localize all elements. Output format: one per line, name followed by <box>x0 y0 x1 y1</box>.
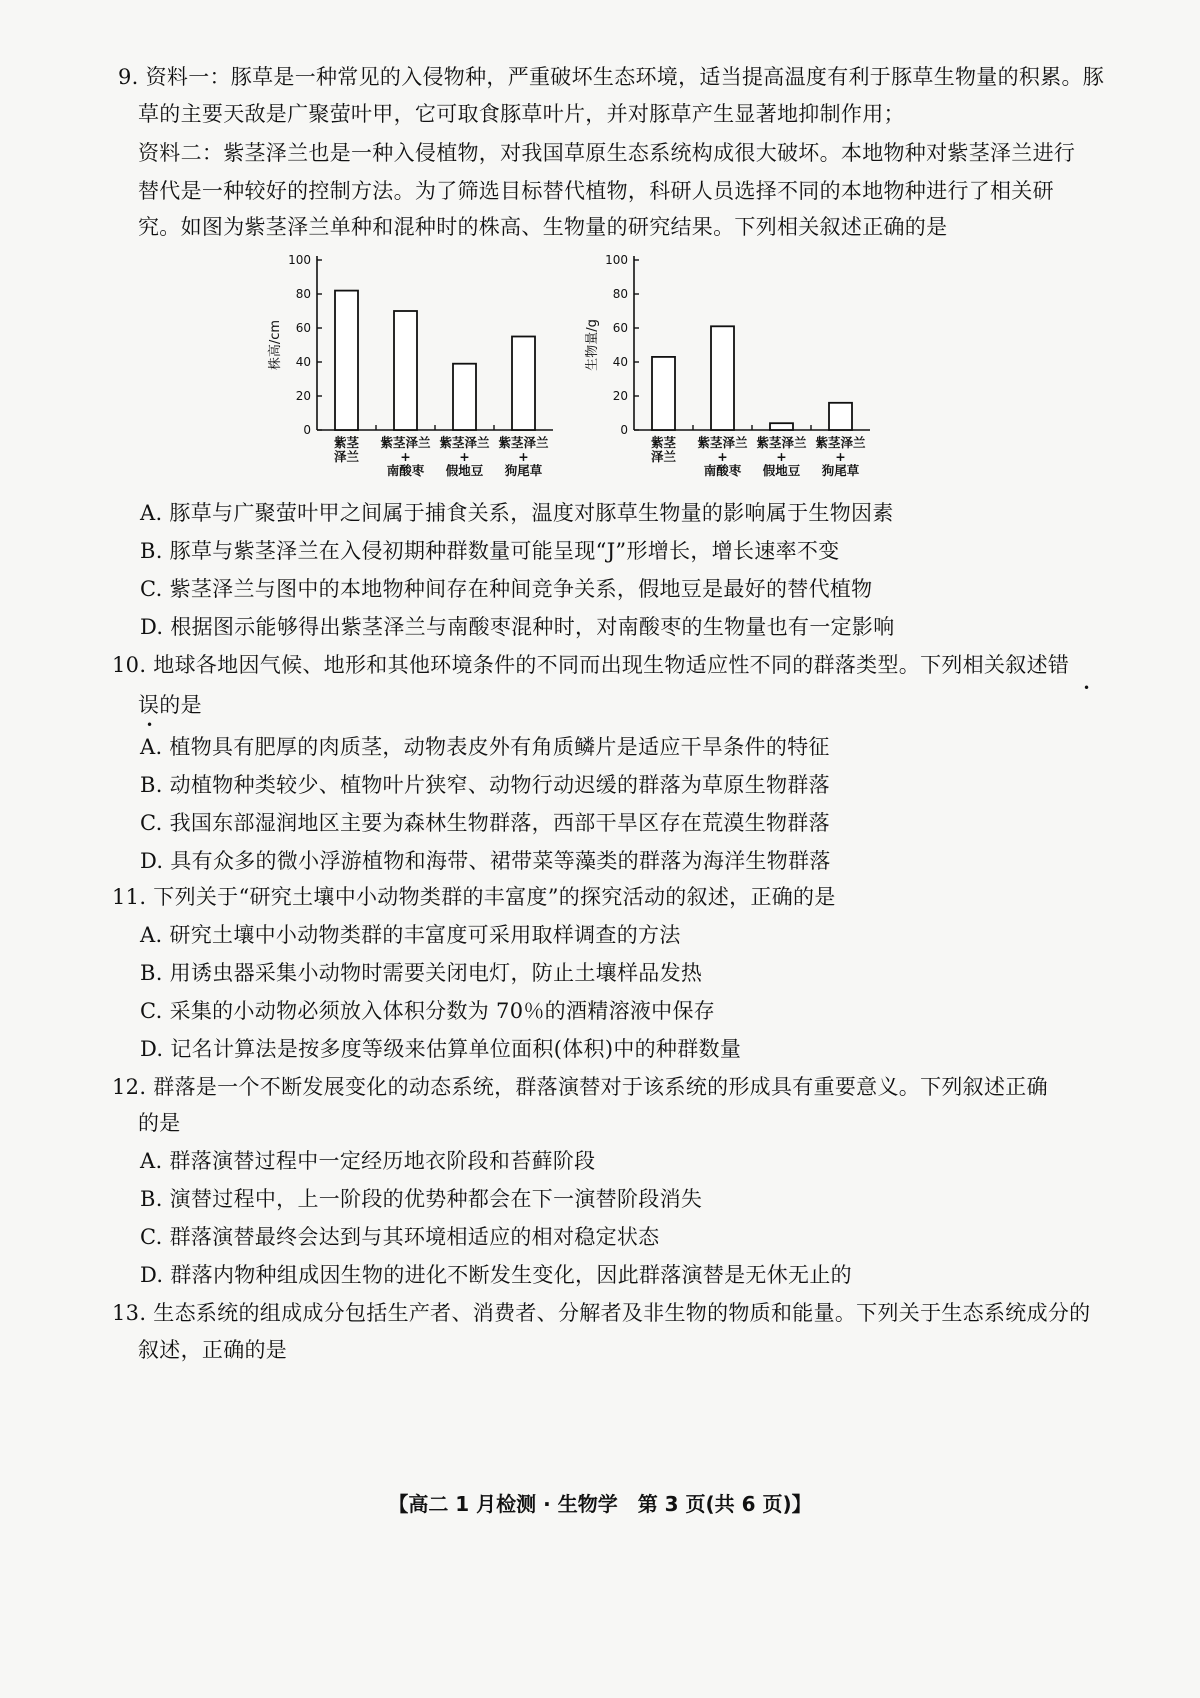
y-tick-label: 0 <box>303 423 311 437</box>
y-tick-label: 20 <box>295 389 311 403</box>
x-tick-label: 狗尾草 <box>504 463 543 478</box>
x-tick-label: 紫茎泽兰 <box>380 435 431 450</box>
x-tick-label: + <box>835 449 846 464</box>
x-tick-label: 泽兰 <box>333 449 360 464</box>
x-tick-label: 紫茎 <box>650 435 677 450</box>
q9-option-d: D. 根据图示能够得出紫茎泽兰与南酸枣混种时，对南酸枣的生物量也有一定影响 <box>140 615 895 639</box>
y-tick-label: 40 <box>612 355 628 369</box>
x-tick-label: 紫茎泽兰 <box>756 435 807 450</box>
x-tick-label: 南酸枣 <box>703 463 742 478</box>
x-tick-label: 紫茎泽兰 <box>439 435 490 450</box>
y-tick-label: 80 <box>612 287 628 301</box>
q9-line-3: 资料二：紫茎泽兰也是一种入侵植物，对我国草原生态系统构成很大破坏。本地物种对紫茎泽兰进行 <box>138 141 1076 165</box>
y-tick-label: 60 <box>612 321 628 335</box>
q10-option-b: B. 动植物种类较少、植物叶片狭窄、动物行动迟缓的群落为草原生物群落 <box>140 773 830 797</box>
x-tick-label: + <box>400 449 411 464</box>
x-tick-label: + <box>776 449 787 464</box>
y-tick-label: 40 <box>295 355 311 369</box>
q11-option-b: B. 用诱虫器采集小动物时需要关闭电灯，防止土壤样品发热 <box>140 961 703 985</box>
chart-plant-height <box>255 245 575 490</box>
x-tick-label: 假地豆 <box>445 463 484 478</box>
y-tick-label: 20 <box>612 389 628 403</box>
q12-option-a: A. 群落演替过程中一定经历地衣阶段和苔藓阶段 <box>140 1149 596 1173</box>
x-tick-label: 紫茎 <box>333 435 360 450</box>
q10-line-1: 10. 地球各地因气候、地形和其他环境条件的不同而出现生物适应性不同的群落类型。下列相关叙述错 <box>112 653 1070 677</box>
q10-line-2: 误的是 <box>138 693 202 717</box>
page-footer: 【高二 1 月检测 · 生物学 第 3 页(共 6 页)】 <box>388 1492 812 1516</box>
x-tick-label: 紫茎泽兰 <box>498 435 549 450</box>
q11-option-a: A. 研究土壤中小动物类群的丰富度可采用取样调查的方法 <box>140 923 681 947</box>
y-axis-label: 生物量/g <box>585 319 600 371</box>
bar <box>453 364 476 430</box>
x-tick-label: 紫茎泽兰 <box>815 435 866 450</box>
q9-line-4: 替代是一种较好的控制方法。为了筛选目标替代植物，科研人员选择不同的本地物种进行了相关研 <box>138 179 1054 203</box>
q12-line-1: 12. 群落是一个不断发展变化的动态系统，群落演替对于该系统的形成具有重要意义。下列叙述正确 <box>112 1075 1048 1099</box>
emphasis-dot: • <box>1083 681 1091 695</box>
q10-option-a: A. 植物具有肥厚的肉质茎，动物表皮外有角质鳞片是适应干旱条件的特征 <box>140 735 830 759</box>
q9-option-c: C. 紫茎泽兰与图中的本地物种间存在种间竞争关系，假地豆是最好的替代植物 <box>140 577 873 601</box>
y-tick-label: 100 <box>288 253 311 267</box>
bar <box>711 326 734 430</box>
emphasis-dot: • <box>146 718 154 732</box>
x-tick-label: 假地豆 <box>762 463 801 478</box>
q13-line-1: 13. 生态系统的组成成分包括生产者、消费者、分解者及非生物的物质和能量。下列关于生态系统成分的 <box>112 1301 1091 1325</box>
q12-option-c: C. 群落演替最终会达到与其环境相适应的相对稳定状态 <box>140 1225 660 1249</box>
bar <box>512 337 535 431</box>
y-tick-label: 0 <box>620 423 628 437</box>
y-tick-label: 80 <box>295 287 311 301</box>
x-tick-label: 紫茎泽兰 <box>697 435 748 450</box>
q9-option-a: A. 豚草与广聚萤叶甲之间属于捕食关系，温度对豚草生物量的影响属于生物因素 <box>140 501 894 525</box>
q10-option-c: C. 我国东部湿润地区主要为森林生物群落，西部干旱区存在荒漠生物群落 <box>140 811 830 835</box>
q9-line-5: 究。如图为紫茎泽兰单种和混种时的株高、生物量的研究结果。下列相关叙述正确的是 <box>138 215 948 239</box>
y-tick-label: 60 <box>295 321 311 335</box>
bar <box>829 403 852 430</box>
q12-option-b: B. 演替过程中，上一阶段的优势种都会在下一演替阶段消失 <box>140 1187 703 1211</box>
q9-option-b: B. 豚草与紫茎泽兰在入侵初期种群数量可能呈现“J”形增长，增长速率不变 <box>140 539 840 563</box>
x-tick-label: + <box>518 449 529 464</box>
y-tick-label: 100 <box>605 253 628 267</box>
x-tick-label: + <box>459 449 470 464</box>
x-tick-label: 南酸枣 <box>386 463 425 478</box>
q11-line-1: 11. 下列关于“研究土壤中小动物类群的丰富度”的探究活动的叙述，正确的是 <box>112 885 836 909</box>
x-tick-label: 泽兰 <box>650 449 677 464</box>
chart-biomass <box>572 245 892 490</box>
q11-option-d: D. 记名计算法是按多度等级来估算单位面积(体积)中的种群数量 <box>140 1037 742 1061</box>
bar <box>335 291 358 430</box>
bar <box>394 311 417 430</box>
x-tick-label: 狗尾草 <box>821 463 860 478</box>
q13-line-2: 叙述，正确的是 <box>138 1338 288 1362</box>
y-axis-label: 株高/cm <box>268 319 283 371</box>
q12-line-2: 的是 <box>138 1111 181 1135</box>
bar <box>770 423 793 430</box>
x-tick-label: + <box>717 449 728 464</box>
q12-option-d: D. 群落内物种组成因生物的进化不断发生变化，因此群落演替是无休无止的 <box>140 1263 852 1287</box>
q9-line-2: 草的主要天敌是广聚萤叶甲，它可取食豚草叶片，并对豚草产生显著地抑制作用； <box>138 102 905 126</box>
q9-line-1: 9. 资料一：豚草是一种常见的入侵物种，严重破坏生态环境，适当提高温度有利于豚草生物量的积累。豚 <box>118 65 1105 89</box>
bar <box>652 357 675 430</box>
q10-option-d: D. 具有众多的微小浮游植物和海带、裙带菜等藻类的群落为海洋生物群落 <box>140 849 831 873</box>
q11-option-c: C. 采集的小动物必须放入体积分数为 70％的酒精溶液中保存 <box>140 999 716 1023</box>
